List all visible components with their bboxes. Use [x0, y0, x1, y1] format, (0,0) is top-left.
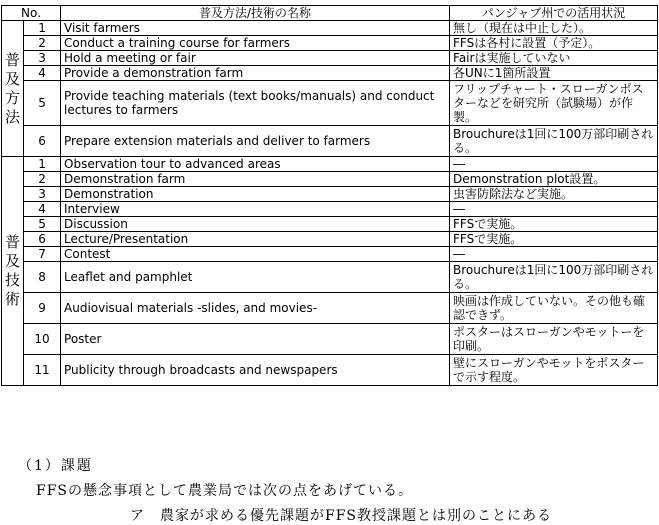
row-name: Demonstration	[61, 187, 450, 202]
body-paragraph: FFSの懸念事項として農業局では次の点をあげている。	[36, 483, 414, 499]
row-status: Brouchureは1回に100万部印刷される。	[450, 126, 658, 157]
row-no: 5	[24, 81, 61, 126]
extension-methods-table	[1, 5, 658, 386]
row-status: ―	[450, 157, 658, 172]
row-no: 6	[24, 232, 61, 247]
row-no: 5	[24, 217, 61, 232]
group-label-techniques: 普 及 技 術	[2, 157, 24, 386]
table-row	[2, 36, 658, 51]
row-no: 2	[24, 36, 61, 51]
row-no: 1	[24, 21, 61, 36]
row-name: Discussion	[61, 217, 450, 232]
body-item-a: ア 農家が求める優先課題がFFS教授課題とは別のことにある	[130, 508, 553, 524]
table-row	[2, 232, 658, 247]
row-status: 壁にスローガンやモットをポスターで示す程度。	[450, 355, 658, 386]
row-no: 4	[24, 66, 61, 81]
header-name: 普及方法/技術の名称	[61, 6, 450, 21]
table-row	[2, 126, 658, 157]
row-no: 11	[24, 355, 61, 386]
row-name: Contest	[61, 247, 450, 262]
table-row	[2, 172, 658, 187]
table-row	[2, 187, 658, 202]
row-name: Prepare extension materials and deliver to farmers	[61, 126, 450, 157]
row-no: 3	[24, 187, 61, 202]
row-status: 映画は作成していない。その他も確認できず。	[450, 293, 658, 324]
row-no: 7	[24, 247, 61, 262]
row-no: 6	[24, 126, 61, 157]
row-status: Fairは実施していない	[450, 51, 658, 66]
header-no: No.	[2, 6, 61, 21]
table-row	[2, 355, 658, 386]
row-status: 虫害防除法など実施。	[450, 187, 658, 202]
row-name: Conduct a training course for farmers	[61, 36, 450, 51]
row-no: 8	[24, 262, 61, 293]
row-status: フリップチャート・スローガンポスターなどを研究所（試験場）が作製。	[450, 81, 658, 126]
row-status: FFSは各村に設置（予定）。	[450, 36, 658, 51]
row-status: Demonstration plot設置。	[450, 172, 658, 187]
row-status: Brouchureは1回に100万部印刷される。	[450, 262, 658, 293]
row-name: Hold a meeting or fair	[61, 51, 450, 66]
row-name: Poster	[61, 324, 450, 355]
row-name: Visit farmers	[61, 21, 450, 36]
table-row	[2, 66, 658, 81]
row-status: ―	[450, 247, 658, 262]
row-status: FFSで実施。	[450, 232, 658, 247]
table-row	[2, 247, 658, 262]
row-name: Observation tour to advanced areas	[61, 157, 450, 172]
row-status: 各UNに1箇所設置	[450, 66, 658, 81]
group-label-methods: 普 及 方 法	[2, 21, 24, 157]
table-row	[2, 262, 658, 293]
table-header-row	[2, 6, 658, 21]
row-name: Provide teaching materials (text books/manuals) and conduct lectures to farmers	[61, 81, 450, 126]
row-name: Audiovisual materials -slides, and movies-	[61, 293, 450, 324]
row-name: Demonstration farm	[61, 172, 450, 187]
row-no: 1	[24, 157, 61, 172]
table-row	[2, 21, 658, 36]
table-row	[2, 202, 658, 217]
row-status: ―	[450, 202, 658, 217]
header-status: パンジャブ州での活用状況	[450, 6, 658, 21]
row-no: 4	[24, 202, 61, 217]
table-row	[2, 217, 658, 232]
table-row	[2, 51, 658, 66]
row-name: Publicity through broadcasts and newspapers	[61, 355, 450, 386]
row-no: 2	[24, 172, 61, 187]
table-row	[2, 324, 658, 355]
row-no: 10	[24, 324, 61, 355]
row-status: 無し（現在は中止した）。	[450, 21, 658, 36]
row-name: Leaflet and pamphlet	[61, 262, 450, 293]
section-heading: （1）課題	[18, 458, 93, 474]
table-row	[2, 293, 658, 324]
row-name: Provide a demonstration farm	[61, 66, 450, 81]
table-row	[2, 157, 658, 172]
row-no: 9	[24, 293, 61, 324]
row-status: FFSで実施。	[450, 217, 658, 232]
row-name: Interview	[61, 202, 450, 217]
table-row	[2, 81, 658, 126]
row-status: ポスターはスローガンやモットーを印刷。	[450, 324, 658, 355]
row-name: Lecture/Presentation	[61, 232, 450, 247]
row-no: 3	[24, 51, 61, 66]
